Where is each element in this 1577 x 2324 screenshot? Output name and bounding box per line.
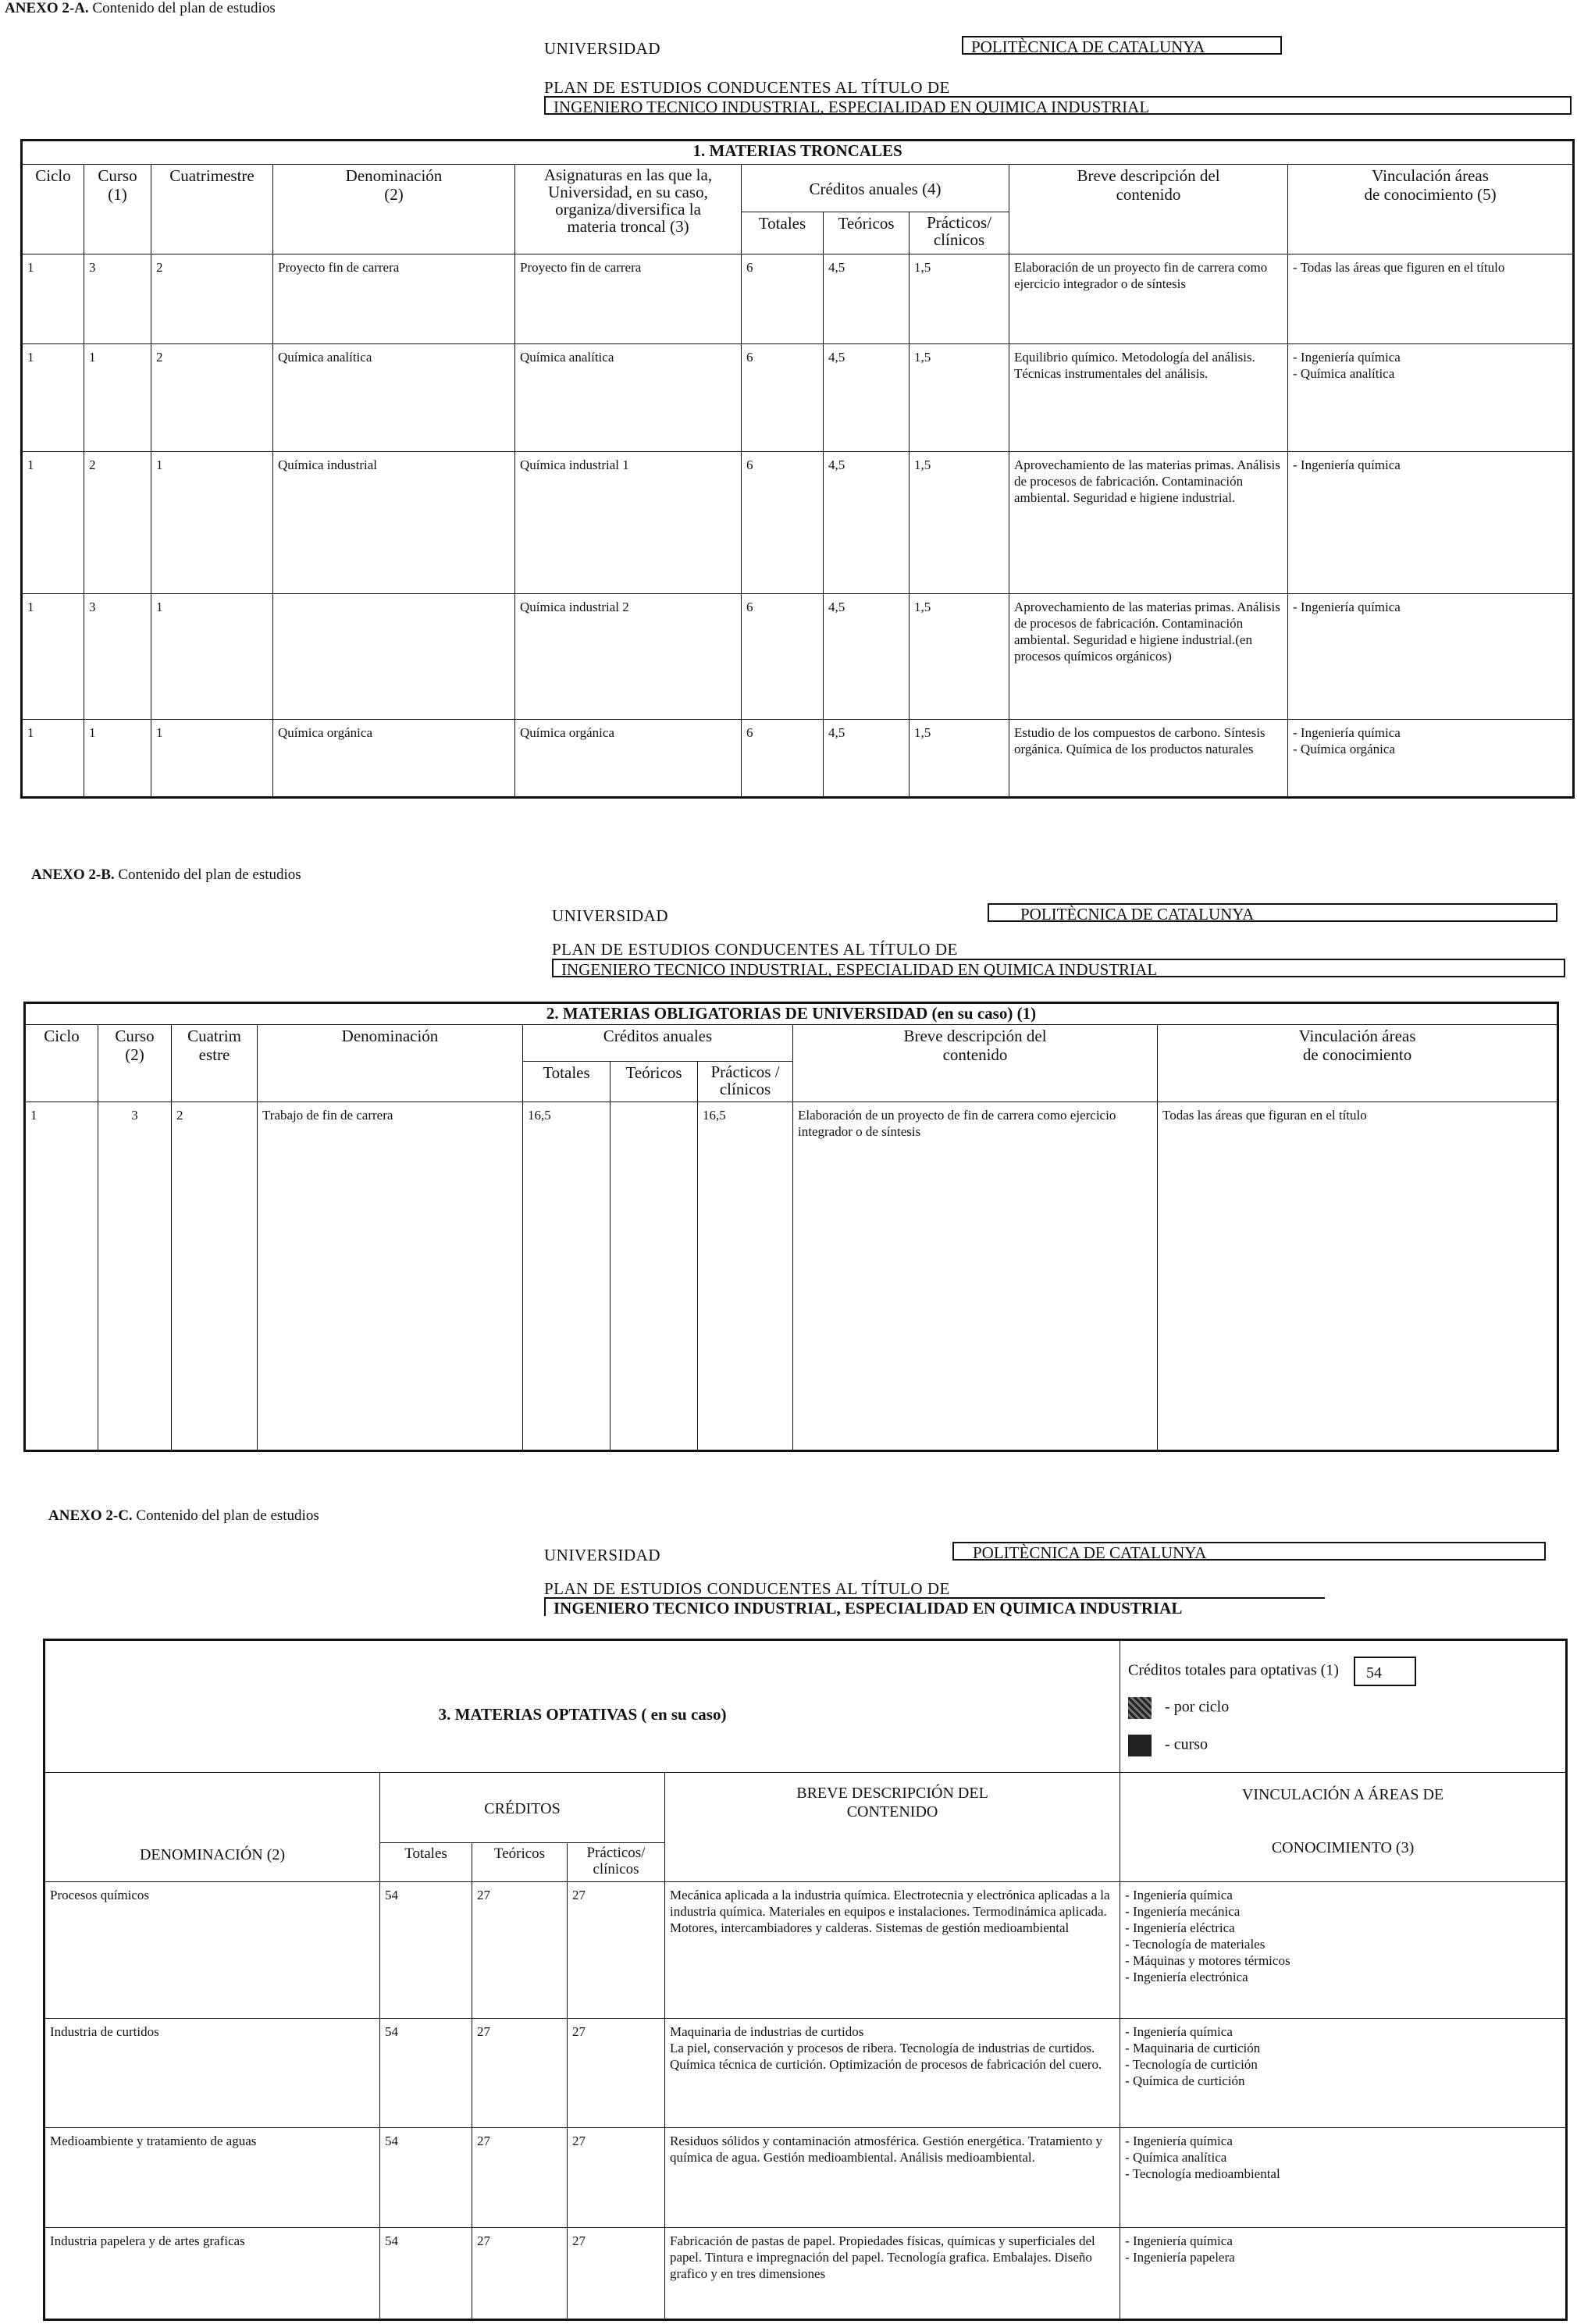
cell-cuatrimestre: 1 — [151, 452, 273, 594]
cell-practicos: 27 — [568, 2128, 665, 2228]
cell-descripcion: Aprovechamiento de las materias primas. Análisis de procesos de fabricación. Contaminación ambiental. Seguridad e higiene industrial.(en procesos químicos orgánicos) — [1009, 594, 1288, 720]
cell-ciclo: 1 — [22, 452, 84, 594]
cell-vinculacion: - Ingeniería química - Ingeniería papelera — [1120, 2228, 1567, 2320]
col-header-descripcion: Breve descripción del contenido — [1009, 164, 1288, 254]
cell-ciclo: 1 — [22, 343, 84, 452]
col-header-ciclo: Ciclo — [22, 164, 84, 254]
annex-c-label: ANEXO 2-C. Contenido del plan de estudios — [48, 1507, 319, 1524]
col-header-cuatrimestre: Cuatrimestre — [151, 164, 273, 254]
col-header-curso: Curso (2) — [98, 1025, 172, 1102]
col-header-descripcion: BREVE DESCRIPCIÓN DEL CONTENIDO — [665, 1773, 1120, 1882]
table-row — [25, 1101, 1558, 1450]
checkbox-icon — [1128, 1697, 1152, 1719]
cell-vinculacion: - Ingeniería química - Química analítica — [1288, 343, 1574, 452]
materias-optativas-table — [43, 1639, 1568, 2321]
cell-cuatrimestre: 1 — [151, 594, 273, 720]
degree-box: INGENIERO TECNICO INDUSTRIAL, ESPECIALIDAD EN QUIMICA INDUSTRIAL — [552, 959, 1565, 977]
cell-practicos: 1,5 — [910, 254, 1009, 343]
cell-asignatura: Química analítica — [515, 343, 742, 452]
cell-cuatrimestre: 2 — [151, 343, 273, 452]
col-header-denominacion: Denominación (2) — [273, 164, 515, 254]
col-header-vinculacion: Vinculación áreas de conocimiento (5) — [1288, 164, 1574, 254]
cell-teoricos: 27 — [472, 2019, 568, 2128]
cell-curso: 3 — [98, 1101, 172, 1450]
cell-teoricos: 4,5 — [824, 254, 910, 343]
col-header-teoricos: Teóricos — [472, 1843, 568, 1882]
cell-totales: 54 — [380, 2228, 472, 2320]
table-row — [22, 594, 1574, 720]
col-header-creditos: CRÉDITOS — [380, 1773, 665, 1843]
table-row — [22, 452, 1574, 594]
degree-box: INGENIERO TECNICO INDUSTRIAL, ESPECIALIDAD EN QUIMICA INDUSTRIAL — [544, 96, 1572, 115]
cell-denominacion: Medioambiente y tratamiento de aguas — [44, 2128, 380, 2228]
cell-denominacion: Procesos químicos — [44, 1882, 380, 2019]
annex-b-label: ANEXO 2-B. Contenido del plan de estudios — [31, 867, 301, 883]
cell-curso: 2 — [84, 452, 151, 594]
col-header-curso: Curso (1) — [84, 164, 151, 254]
cell-teoricos: 4,5 — [824, 594, 910, 720]
university-name-box: POLITÈCNICA DE CATALUNYA — [988, 903, 1557, 922]
col-header-practicos: Prácticos/ clínicos — [910, 212, 1009, 254]
cell-curso: 1 — [84, 720, 151, 798]
cell-teoricos: 27 — [472, 2228, 568, 2320]
cell-totales: 6 — [742, 254, 824, 343]
cell-cuatrimestre: 2 — [172, 1101, 258, 1450]
table-row — [44, 2228, 1567, 2320]
cell-descripcion: Mecánica aplicada a la industria química. Electrotecnia y electrónica aplicadas a la industria química. Materiales en equipos e instalaciones. Termodinámica aplicada. Motores, intercambiadores y calderas. Sistemas de gestión medioambiental — [665, 1882, 1120, 2019]
table-row — [22, 343, 1574, 452]
table-title: 2. MATERIAS OBLIGATORIAS DE UNIVERSIDAD (en su caso) (1) — [25, 1003, 1558, 1025]
col-header-denominacion: DENOMINACIÓN (2) — [44, 1773, 380, 1882]
col-header-totales: Totales — [523, 1061, 611, 1101]
cell-totales: 54 — [380, 2128, 472, 2228]
cell-asignatura: Química industrial 2 — [515, 594, 742, 720]
cell-denominacion: Química orgánica — [273, 720, 515, 798]
cell-denominacion: Industria papelera y de artes graficas — [44, 2228, 380, 2320]
table-row — [44, 1882, 1567, 2019]
table-row — [22, 720, 1574, 798]
cell-practicos: 27 — [568, 2019, 665, 2128]
cell-descripcion: Elaboración de un proyecto fin de carrera como ejercicio integrador o de síntesis — [1009, 254, 1288, 343]
cell-descripcion: Elaboración de un proyecto de fin de carrera como ejercicio integrador o de síntesis — [793, 1101, 1158, 1450]
cell-totales: 6 — [742, 594, 824, 720]
cell-denominacion: Industria de curtidos — [44, 2019, 380, 2128]
cell-descripcion: Fabricación de pastas de papel. Propiedades físicas, químicas y superficiales del papel. Tintura e impregnación del papel. Tecnología grafica. Embalajes. Diseño grafico y en tres dimensiones — [665, 2228, 1120, 2320]
university-label: UNIVERSIDAD — [544, 39, 660, 58]
cell-curso: 3 — [84, 254, 151, 343]
cell-teoricos: 27 — [472, 2128, 568, 2228]
cell-teoricos: 4,5 — [824, 720, 910, 798]
col-header-vinculacion: Vinculación áreas de conocimiento — [1158, 1025, 1558, 1102]
col-header-asignaturas: Asignaturas en las que la, Universidad, en su caso, organiza/diversifica la materia troncal (3) — [515, 164, 742, 254]
col-header-descripcion: Breve descripción del contenido — [793, 1025, 1158, 1102]
cell-teoricos — [611, 1101, 698, 1450]
col-header-teoricos: Teóricos — [611, 1061, 698, 1101]
per-course-label: - curso — [1165, 1735, 1209, 1753]
cell-vinculacion: Todas las áreas que figuran en el título — [1158, 1101, 1558, 1450]
credits-total-panel — [1120, 1640, 1567, 1773]
cell-asignatura: Química industrial 1 — [515, 452, 742, 594]
cell-cuatrimestre: 2 — [151, 254, 273, 343]
credits-total-label: Créditos totales para optativas (1) — [1128, 1661, 1339, 1679]
cell-practicos: 27 — [568, 2228, 665, 2320]
cell-vinculacion: - Ingeniería química — [1288, 594, 1574, 720]
cell-vinculacion: - Ingeniería química - Ingeniería mecánica - Ingeniería eléctrica - Tecnología de materiales - Máquinas y motores térmicos - Ingeniería electrónica — [1120, 1882, 1567, 2019]
cell-totales: 16,5 — [523, 1101, 611, 1450]
cell-asignatura: Proyecto fin de carrera — [515, 254, 742, 343]
cell-vinculacion: - Todas las áreas que figuren en el título — [1288, 254, 1574, 343]
cell-ciclo: 1 — [22, 720, 84, 798]
table-title: 3. MATERIAS OPTATIVAS ( en su caso) — [44, 1640, 1120, 1773]
cell-teoricos: 27 — [472, 1882, 568, 2019]
annex-a-label: ANEXO 2-A. Contenido del plan de estudios — [5, 0, 276, 16]
cell-vinculacion: - Ingeniería química - Química analítica - Tecnología medioambiental — [1120, 2128, 1567, 2228]
credits-total-value: 54 — [1354, 1657, 1416, 1686]
university-label: UNIVERSIDAD — [544, 1546, 660, 1564]
cell-denominacion: Química industrial — [273, 452, 515, 594]
cell-denominacion: Proyecto fin de carrera — [273, 254, 515, 343]
col-header-denominacion: Denominación — [258, 1025, 523, 1102]
cell-practicos: 1,5 — [910, 452, 1009, 594]
cell-totales: 6 — [742, 720, 824, 798]
cell-descripcion: Aprovechamiento de las materias primas. Análisis de procesos de fabricación. Contaminación ambiental. Seguridad e higiene industrial. — [1009, 452, 1288, 594]
cell-totales: 6 — [742, 452, 824, 594]
col-header-creditos: Créditos anuales (4) — [742, 164, 1009, 212]
col-header-vinculacion: VINCULACIÓN A ÁREAS DE CONOCIMIENTO (3) — [1120, 1773, 1567, 1882]
cell-descripcion: Estudio de los compuestos de carbono. Síntesis orgánica. Química de los productos naturales — [1009, 720, 1288, 798]
cell-totales: 54 — [380, 2019, 472, 2128]
table-title: 1. MATERIAS TRONCALES — [22, 141, 1574, 165]
cell-descripcion: Maquinaria de industrias de curtidos La piel, conservación y procesos de ribera. Tecnología de industrias de curtidos. Química técnica de curtición. Optimización de procesos de fabricación del cuero. — [665, 2019, 1120, 2128]
cell-descripcion: Residuos sólidos y contaminación atmosférica. Gestión energética. Tratamiento y química de agua. Gestión medioambiental. Análisis medioambiental. — [665, 2128, 1120, 2228]
materias-obligatorias-table — [23, 1002, 1559, 1452]
cell-asignatura: Química orgánica — [515, 720, 742, 798]
cell-ciclo: 1 — [22, 594, 84, 720]
cell-totales: 54 — [380, 1882, 472, 2019]
per-cycle-label: - por ciclo — [1165, 1698, 1230, 1716]
col-header-totales: Totales — [380, 1843, 472, 1882]
cell-cuatrimestre: 1 — [151, 720, 273, 798]
col-header-ciclo: Ciclo — [25, 1025, 98, 1102]
cell-practicos: 16,5 — [698, 1101, 793, 1450]
university-label: UNIVERSIDAD — [552, 906, 668, 925]
cell-denominacion: Trabajo de fin de carrera — [258, 1101, 523, 1450]
cell-vinculacion: - Ingeniería química - Maquinaria de curtición - Tecnología de curtición - Química de curtición — [1120, 2019, 1567, 2128]
plan-label: PLAN DE ESTUDIOS CONDUCENTES AL TÍTULO DE — [544, 1579, 950, 1598]
cell-teoricos: 4,5 — [824, 343, 910, 452]
cell-curso: 3 — [84, 594, 151, 720]
cell-vinculacion: - Ingeniería química - Química orgánica — [1288, 720, 1574, 798]
table-row — [44, 2019, 1567, 2128]
checkbox-icon — [1128, 1735, 1152, 1756]
plan-label: PLAN DE ESTUDIOS CONDUCENTES AL TÍTULO DE — [552, 940, 958, 959]
cell-denominacion: Química analítica — [273, 343, 515, 452]
cell-practicos: 1,5 — [910, 720, 1009, 798]
cell-totales: 6 — [742, 343, 824, 452]
cell-vinculacion: - Ingeniería química — [1288, 452, 1574, 594]
materias-troncales-table — [20, 139, 1575, 799]
table-row — [44, 2128, 1567, 2228]
col-header-practicos: Prácticos/ clínicos — [568, 1843, 665, 1882]
plan-label: PLAN DE ESTUDIOS CONDUCENTES AL TÍTULO DE — [544, 78, 950, 97]
col-header-totales: Totales — [742, 212, 824, 254]
col-header-teoricos: Teóricos — [824, 212, 910, 254]
table-row — [22, 254, 1574, 343]
cell-practicos: 1,5 — [910, 594, 1009, 720]
cell-curso: 1 — [84, 343, 151, 452]
cell-denominacion — [273, 594, 515, 720]
cell-descripcion: Equilibrio químico. Metodología del análisis. Técnicas instrumentales del análisis. — [1009, 343, 1288, 452]
cell-practicos: 27 — [568, 1882, 665, 2019]
cell-ciclo: 1 — [25, 1101, 98, 1450]
col-header-cuatrimestre: Cuatrim estre — [172, 1025, 258, 1102]
col-header-creditos: Créditos anuales — [523, 1025, 793, 1062]
col-header-practicos: Prácticos / clínicos — [698, 1061, 793, 1101]
cell-practicos: 1,5 — [910, 343, 1009, 452]
university-name-box: POLITÈCNICA DE CATALUNYA — [962, 36, 1282, 55]
cell-teoricos: 4,5 — [824, 452, 910, 594]
university-name-box: POLITÈCNICA DE CATALUNYA — [952, 1542, 1546, 1561]
cell-ciclo: 1 — [22, 254, 84, 343]
degree-box: INGENIERO TECNICO INDUSTRIAL, ESPECIALIDAD EN QUIMICA INDUSTRIAL — [544, 1597, 1325, 1616]
